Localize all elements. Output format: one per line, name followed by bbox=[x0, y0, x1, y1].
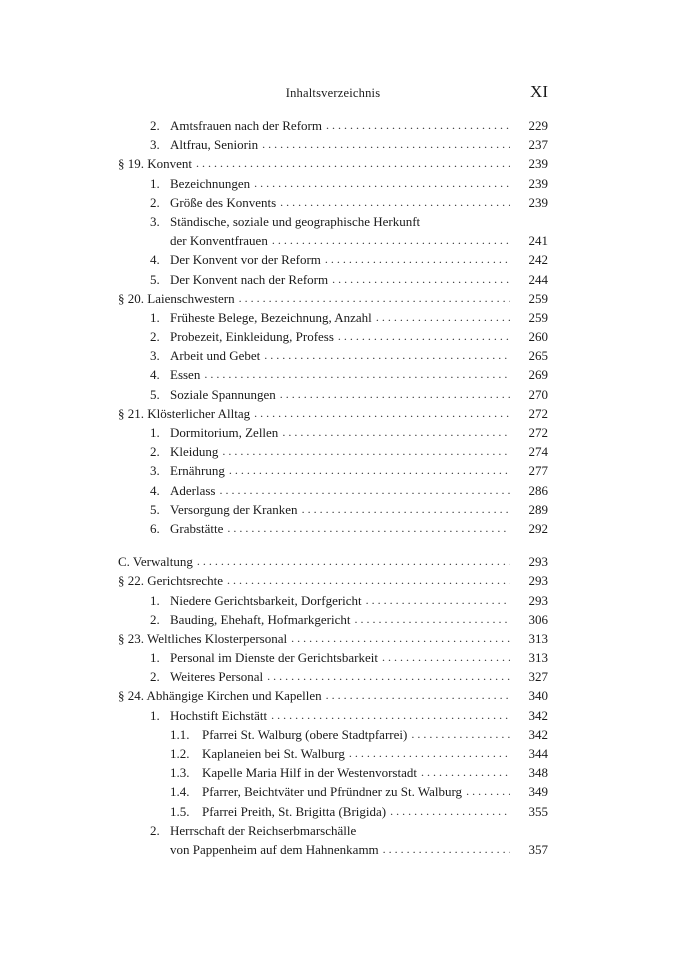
section-title: § 21. Klösterlicher Alltag bbox=[118, 405, 251, 421]
entry-page: 289 bbox=[528, 501, 548, 517]
entry-page: 270 bbox=[528, 386, 548, 402]
entry-page: 277 bbox=[528, 463, 548, 479]
leader-dots bbox=[227, 519, 510, 538]
entry-page: 357 bbox=[528, 841, 548, 857]
leader-dots bbox=[282, 423, 510, 442]
toc-entry bbox=[118, 193, 548, 212]
toc-subentry bbox=[118, 744, 548, 763]
toc-entry bbox=[118, 174, 548, 193]
toc-entry bbox=[118, 308, 548, 327]
entry-number: 1.3. bbox=[170, 765, 190, 781]
entry-number: 2. bbox=[150, 669, 160, 685]
entry-number: 1.1. bbox=[170, 726, 190, 742]
entry-number: 2. bbox=[150, 329, 160, 345]
entry-title: Personal im Dienste der Gerichtsbarkeit bbox=[170, 650, 378, 666]
toc-entry bbox=[118, 423, 548, 442]
leader-dots bbox=[383, 840, 510, 859]
leader-dots bbox=[271, 706, 510, 725]
entry-number: 1. bbox=[150, 707, 160, 723]
entry-title: Versorgung der Kranken bbox=[170, 501, 298, 517]
entry-page: 355 bbox=[528, 803, 548, 819]
entry-page: 274 bbox=[528, 444, 548, 460]
leader-dots bbox=[366, 591, 510, 610]
entry-page: 237 bbox=[528, 137, 548, 153]
entry-page: 269 bbox=[528, 367, 548, 383]
entry-title: Bauding, Ehehaft, Hofmarkgericht bbox=[170, 611, 351, 627]
toc-entry bbox=[118, 500, 548, 519]
entry-title: Bezeichnungen bbox=[170, 175, 251, 191]
entry-page: 340 bbox=[528, 688, 548, 704]
leader-dots bbox=[197, 552, 510, 571]
leader-dots bbox=[332, 270, 510, 289]
entry-number: 2. bbox=[150, 822, 160, 838]
leader-dots bbox=[466, 782, 510, 801]
leader-dots bbox=[280, 385, 510, 404]
toc-entry-continuation bbox=[118, 840, 548, 859]
leader-dots bbox=[302, 500, 510, 519]
entry-page: 313 bbox=[528, 650, 548, 666]
entry-title: Pfarrer, Beichtväter und Pfründner zu St. Walburg bbox=[202, 784, 463, 800]
toc-subentry bbox=[118, 725, 548, 744]
entry-page: 327 bbox=[528, 669, 548, 685]
toc-entry bbox=[118, 346, 548, 365]
leader-dots bbox=[220, 481, 511, 500]
page-number: XI bbox=[530, 82, 548, 101]
toc-entry bbox=[118, 591, 548, 610]
leader-dots bbox=[355, 610, 511, 629]
leader-dots bbox=[411, 725, 510, 744]
entry-title: Dormitorium, Zellen bbox=[170, 425, 279, 440]
leader-dots bbox=[421, 763, 510, 782]
entry-number: 1.2. bbox=[170, 746, 190, 761]
leader-dots bbox=[376, 308, 510, 327]
leader-dots bbox=[267, 667, 510, 686]
entry-page: 342 bbox=[528, 726, 548, 742]
entry-title: Altfrau, Seniorin bbox=[170, 137, 259, 153]
leader-dots bbox=[264, 346, 510, 365]
entry-page: 265 bbox=[528, 348, 548, 364]
entry-page: 306 bbox=[528, 611, 548, 627]
entry-title: Hochstift Eichstätt bbox=[170, 707, 268, 723]
entry-number: 4. bbox=[150, 482, 160, 498]
entry-page: 348 bbox=[528, 765, 548, 781]
entry-page: 229 bbox=[528, 118, 548, 133]
entry-title: Probezeit, Einkleidung, Profess bbox=[170, 329, 334, 345]
leader-dots bbox=[254, 404, 510, 423]
entry-number: 2. bbox=[150, 611, 160, 627]
entry-title: Pfarrei Preith, St. Brigitta (Brigida) bbox=[202, 803, 387, 819]
toc-entry bbox=[118, 442, 548, 461]
toc-entry bbox=[118, 610, 548, 629]
toc-entry bbox=[118, 270, 548, 289]
entry-page: 342 bbox=[528, 707, 548, 723]
toc-section bbox=[118, 289, 548, 308]
toc-entry bbox=[118, 327, 548, 346]
entry-number: 5. bbox=[150, 386, 160, 402]
entry-page: 242 bbox=[528, 252, 548, 268]
entry-page: 293 bbox=[528, 592, 548, 608]
entry-title: Niedere Gerichtsbarkeit, Dorfgericht bbox=[170, 592, 362, 608]
section-title: § 19. Konvent bbox=[118, 156, 193, 172]
entry-title: Kapelle Maria Hilf in der Westenvorstadt bbox=[202, 765, 417, 781]
section-title: § 22. Gerichtsrechte bbox=[118, 573, 224, 589]
entry-page: 239 bbox=[528, 156, 548, 172]
toc-entry bbox=[118, 706, 548, 725]
part-title: C. Verwaltung bbox=[118, 554, 193, 570]
leader-dots bbox=[222, 442, 510, 461]
entry-title: Aderlass bbox=[170, 482, 216, 498]
toc-entry bbox=[118, 821, 548, 840]
entry-page: 286 bbox=[528, 482, 548, 498]
entry-page: 292 bbox=[528, 520, 548, 536]
section-title: § 24. Abhängige Kirchen und Kapellen bbox=[118, 688, 322, 704]
entry-title: Pfarrei St. Walburg (obere Stadtpfarrei) bbox=[202, 726, 408, 742]
toc-entry bbox=[118, 385, 548, 404]
entry-title: von Pappenheim auf dem Hahnenkamm bbox=[170, 841, 379, 857]
entry-title: Kleidung bbox=[170, 444, 219, 460]
entry-page: 272 bbox=[528, 405, 548, 421]
toc-entry bbox=[118, 250, 548, 269]
leader-dots bbox=[326, 686, 510, 705]
entry-number: 2. bbox=[150, 444, 160, 460]
entry-number: 5. bbox=[150, 501, 160, 517]
toc-section bbox=[118, 404, 548, 423]
entry-page: 259 bbox=[528, 309, 548, 325]
entry-title: Ständische, soziale und geographische Herkunft bbox=[170, 213, 421, 229]
toc-section bbox=[118, 154, 548, 173]
section-title: § 23. Weltliches Klosterpersonal bbox=[118, 630, 288, 646]
toc-entry bbox=[118, 519, 548, 538]
entry-title: Der Konvent vor der Reform bbox=[170, 252, 321, 268]
entry-number: 2. bbox=[150, 194, 160, 210]
entry-page: 259 bbox=[528, 290, 548, 306]
table-of-contents bbox=[118, 116, 548, 859]
entry-number: 1. bbox=[150, 175, 160, 191]
entry-page: 239 bbox=[528, 175, 548, 191]
entry-number: 1. bbox=[150, 592, 160, 608]
entry-number: 3. bbox=[150, 213, 160, 229]
leader-dots bbox=[239, 289, 510, 308]
section-gap bbox=[118, 538, 548, 552]
leader-dots bbox=[338, 327, 510, 346]
entry-page: 244 bbox=[528, 271, 548, 287]
entry-number: 3. bbox=[150, 348, 160, 364]
leader-dots bbox=[227, 571, 510, 590]
leader-dots bbox=[291, 629, 510, 648]
entry-number: 4. bbox=[150, 252, 160, 268]
entry-title: Amtsfrauen nach der Reform bbox=[170, 118, 322, 133]
entry-number: 1.4. bbox=[170, 784, 190, 800]
entry-title: Weiteres Personal bbox=[170, 669, 264, 685]
entry-page: 293 bbox=[528, 573, 548, 589]
entry-title: Der Konvent nach der Reform bbox=[170, 271, 329, 287]
leader-dots bbox=[280, 193, 510, 212]
leader-dots bbox=[262, 135, 510, 154]
toc-entry bbox=[118, 365, 548, 384]
page-header bbox=[118, 82, 548, 106]
toc-entry bbox=[118, 667, 548, 686]
leader-dots bbox=[325, 250, 510, 269]
entry-title: Soziale Spannungen bbox=[170, 386, 276, 402]
entry-page: 344 bbox=[528, 746, 548, 761]
toc-entry bbox=[118, 648, 548, 667]
entry-number: 1. bbox=[150, 425, 160, 440]
leader-dots bbox=[326, 116, 510, 135]
entry-page: 349 bbox=[528, 784, 548, 800]
leader-dots bbox=[272, 231, 510, 250]
entry-page: 239 bbox=[528, 194, 548, 210]
leader-dots bbox=[382, 648, 510, 667]
entry-title: Ernährung bbox=[170, 463, 225, 479]
leader-dots bbox=[254, 174, 510, 193]
running-title: Inhaltsverzeichnis bbox=[285, 86, 381, 100]
toc-entry bbox=[118, 116, 548, 135]
entry-title: Grabstätte bbox=[170, 520, 224, 536]
entry-number: 1. bbox=[150, 309, 160, 325]
leader-dots bbox=[390, 802, 510, 821]
toc-entry bbox=[118, 461, 548, 480]
entry-title: Größe des Konvents bbox=[170, 194, 277, 210]
entry-title: Herrschaft der Reichserbmarschälle bbox=[170, 822, 357, 838]
entry-page: 260 bbox=[528, 329, 548, 345]
leader-dots bbox=[204, 365, 510, 384]
toc-entry bbox=[118, 135, 548, 154]
entry-page: 313 bbox=[528, 630, 548, 646]
toc-subentry bbox=[118, 802, 548, 821]
entry-number: 3. bbox=[150, 137, 160, 153]
toc-entry bbox=[118, 481, 548, 500]
entry-page: 272 bbox=[528, 425, 548, 440]
entry-number: 4. bbox=[150, 367, 160, 383]
toc-section bbox=[118, 629, 548, 648]
entry-number: 2. bbox=[150, 118, 160, 133]
entry-number: 3. bbox=[150, 463, 160, 479]
entry-title: Früheste Belege, Bezeichnung, Anzahl bbox=[170, 309, 372, 325]
entry-title: Kaplaneien bei St. Walburg bbox=[202, 746, 345, 761]
toc-subentry bbox=[118, 763, 548, 782]
leader-dots bbox=[196, 154, 510, 173]
entry-number: 1. bbox=[150, 650, 160, 666]
toc-section bbox=[118, 686, 548, 705]
entry-title: Essen bbox=[170, 367, 201, 383]
entry-page: 241 bbox=[528, 233, 548, 249]
toc-subentry bbox=[118, 782, 548, 801]
entry-number: 6. bbox=[150, 520, 160, 536]
entry-title: der Konventfrauen bbox=[170, 233, 268, 249]
entry-page: 293 bbox=[528, 554, 548, 570]
leader-dots bbox=[349, 744, 510, 763]
entry-number: 5. bbox=[150, 271, 160, 287]
toc-entry-continuation bbox=[118, 231, 548, 250]
toc-section bbox=[118, 571, 548, 590]
section-title: § 20. Laienschwestern bbox=[118, 290, 235, 306]
toc-entry bbox=[118, 212, 548, 231]
leader-dots bbox=[229, 461, 510, 480]
entry-title: Arbeit und Gebet bbox=[170, 348, 261, 364]
entry-number: 1.5. bbox=[170, 803, 190, 819]
toc-part bbox=[118, 552, 548, 571]
